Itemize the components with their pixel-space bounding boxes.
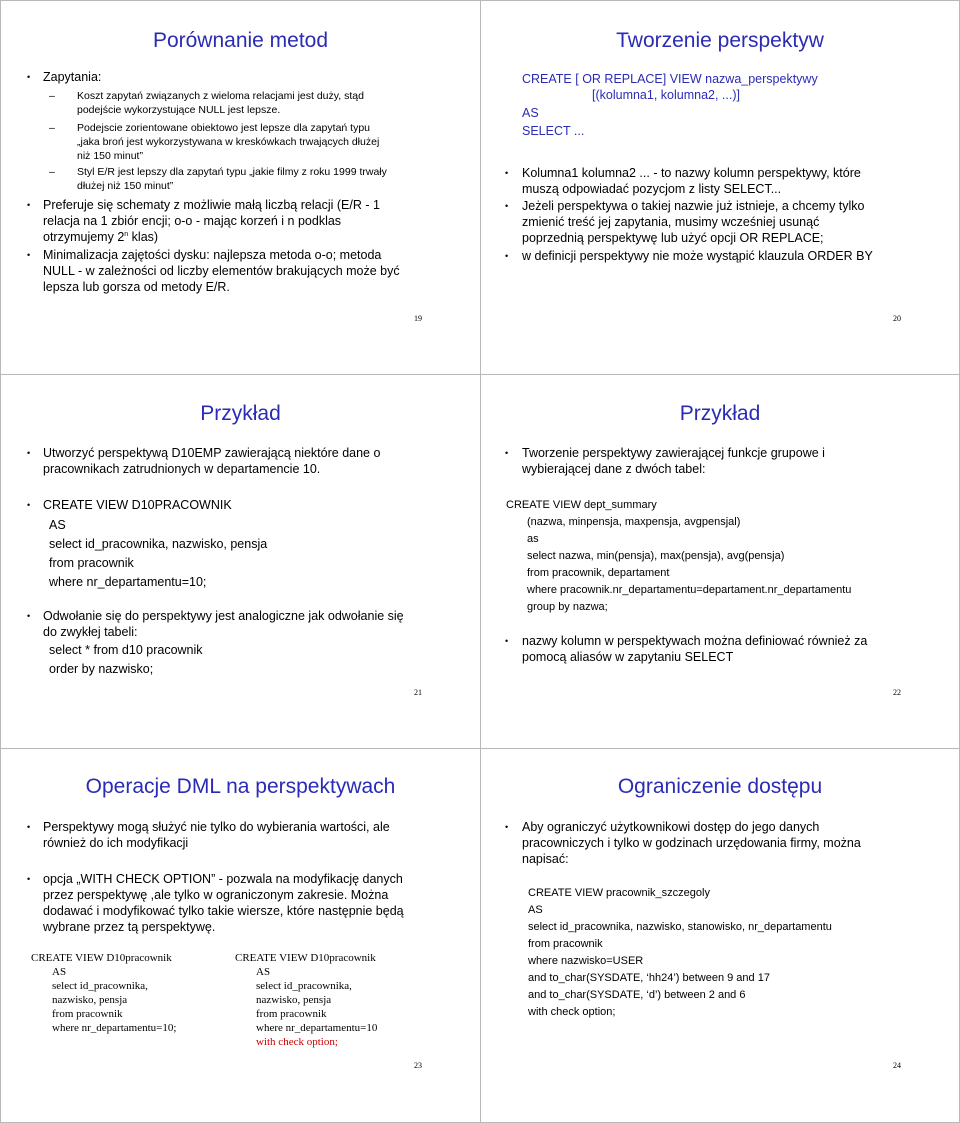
sub-item: Styl E/R jest lepszy dla zapytań typu „jakie filmy z roku 1999 trwały dłużej niż 150 minut” (77, 166, 387, 192)
bullet-text: Kolumna1 kolumna2 ... - to nazwy kolumn perspektywy, które muszą odpowiadać pozycjom z listy SELECT... (522, 166, 861, 196)
page-number: 20 (893, 314, 901, 323)
bullet-text: Jeżeli perspektywa o takiej nazwie już istnieje, a chcemy tylko zmienić treść jej zapytania, musimy wcześniej usunąć poprzednią perspektywę lub użyć opcji OR REPLACE; (522, 199, 865, 245)
bullet-icon: • (505, 251, 509, 261)
bullet-icon: • (505, 636, 509, 646)
sub-item: Koszt zapytań związanych z wieloma relacjami jest duży, stąd podejście wykorzystujące NULL jest lepsze. (77, 90, 364, 116)
code-block-left: CREATE VIEW D10pracownik AS select id_pracownika, nazwisko, pensja from pracownik where nr_departamentu=10; (31, 952, 177, 1034)
page-number: 22 (893, 688, 901, 697)
bullet-text: Aby ograniczyć użytkownikowi dostęp do jego danych pracowniczych i tylko w godzinach urzędowania firmy, można napisać: (522, 820, 861, 866)
page-number: 24 (893, 1061, 901, 1070)
bullet-icon: • (505, 448, 509, 458)
bullet-text: Zapytania: (43, 70, 102, 84)
bullet-icon: • (27, 822, 31, 832)
bullet-icon: • (27, 500, 31, 510)
slide-22 (480, 374, 960, 749)
slide-24 (480, 748, 960, 1123)
slide-19 (0, 0, 481, 375)
bullet-icon: • (27, 874, 31, 884)
code-block: AS select id_pracownika, nazwisko, pensja from pracownik where nr_departamentu=10; (49, 518, 268, 589)
dash-icon: – (49, 90, 55, 102)
bullet-icon: • (27, 448, 31, 458)
bullet-icon: • (505, 822, 509, 832)
bullet-text: w definicji perspektywy nie może wystąpić klauzula ORDER BY (522, 249, 873, 263)
slide-23 (0, 748, 481, 1123)
syntax-block: CREATE [ OR REPLACE] VIEW nazwa_perspektywy [(kolumna1, kolumna2, ...)] AS SELECT ... (522, 72, 818, 138)
slide-title: Operacje DML na perspektywach (85, 775, 396, 798)
code-block: CREATE VIEW pracownik_szczegoly AS select id_pracownika, nazwisko, stanowisko, nr_departamentu from pracownik where nazwisko=USER and to_char(SYSDATE, ‘hh24’) between 9 and 17 and to_char(SYSDATE, ‘d’) between 2 and 6 with check option; (528, 887, 832, 1018)
code-block: (nazwa, minpensja, maxpensja, avgpensjal) as select nazwa, min(pensja), max(pensja), avg(pensja) from pracownik, departament where pracownik.nr_departamentu=departament.nr_departamentu group by nazwa; (527, 516, 852, 613)
code-block: select * from d10 pracownik order by nazwisko; (49, 643, 203, 676)
code-head: CREATE VIEW dept_summary (506, 499, 657, 511)
slide-20 (480, 0, 960, 375)
check-option-highlight: with check option; (256, 1036, 338, 1048)
bullet-icon: • (27, 611, 31, 621)
page-number: 23 (414, 1061, 422, 1070)
bullet-text: Utworzyć perspektywą D10EMP zawierającą niektóre dane o pracownikach zatrudnionych w departamencie 10. (43, 446, 381, 476)
sub-item: Podejscie zorientowane obiektowo jest lepsze dla zapytań typu „jaka broń jest wykorzystywana w kreskówkach trwających dłużej niż 150 minut” (77, 122, 380, 162)
bullet-icon: • (27, 250, 31, 260)
bullet-icon: • (505, 201, 509, 211)
slide-title: Ograniczenie dostępu (617, 775, 823, 798)
bullet-icon: • (27, 200, 31, 210)
bullet-icon: • (505, 168, 509, 178)
dash-icon: – (49, 166, 55, 178)
code-block-right: CREATE VIEW D10pracownik AS select id_pracownika, nazwisko, pensja from pracownik where nr_departamentu=10 with check option; (235, 952, 378, 1048)
page-number: 21 (414, 688, 422, 697)
bullet-text: Odwołanie się do perspektywy jest analogiczne jak odwołanie się do zwykłej tabeli: (43, 609, 404, 639)
dash-icon: – (49, 122, 55, 134)
bullet-text: Preferuje się schematy z możliwie małą liczbą relacji (E/R - 1 relacja na 1 zbiór encji; o-o - mając korzeń i n podklas otrzymujemy 2$^n$ klas) (43, 198, 380, 244)
page-number: 19 (414, 314, 422, 323)
bullet-text: nazwy kolumn w perspektywach można definiować również za pomocą aliasów w zapytaniu SELECT (522, 634, 868, 664)
slide-title: Tworzenie perspektyw (616, 29, 824, 52)
code-head: CREATE VIEW D10PRACOWNIK (43, 498, 232, 512)
bullet-text: Perspektywy mogą służyć nie tylko do wybierania wartości, ale również do ich modyfikacji (43, 820, 390, 850)
slide-title: Przykład (679, 402, 761, 425)
slide-title: Porównanie metod (152, 29, 329, 52)
bullet-text: opcja „WITH CHECK OPTION” - pozwala na modyfikację danych przez perspektywę ,ale tylko w ograniczonym zakresie. Można dodawać i modyfikować tylko takie wiersze, które następnie będą wybrane przez tą perspektywę. (43, 872, 404, 934)
bullet-text: Minimalizacja zajętości dysku: najlepsza metoda o-o; metoda NULL - w zależności od liczby elementów brakujących może być lepsza lub gorsza od metody E/R. (43, 248, 400, 294)
bullet-text: Tworzenie perspektywy zawierającej funkcje grupowe i wybierającej dane z dwóch tabel: (522, 446, 825, 476)
slide-title: Przykład (200, 402, 281, 425)
slide-21 (0, 374, 481, 749)
bullet-icon: • (27, 72, 31, 82)
